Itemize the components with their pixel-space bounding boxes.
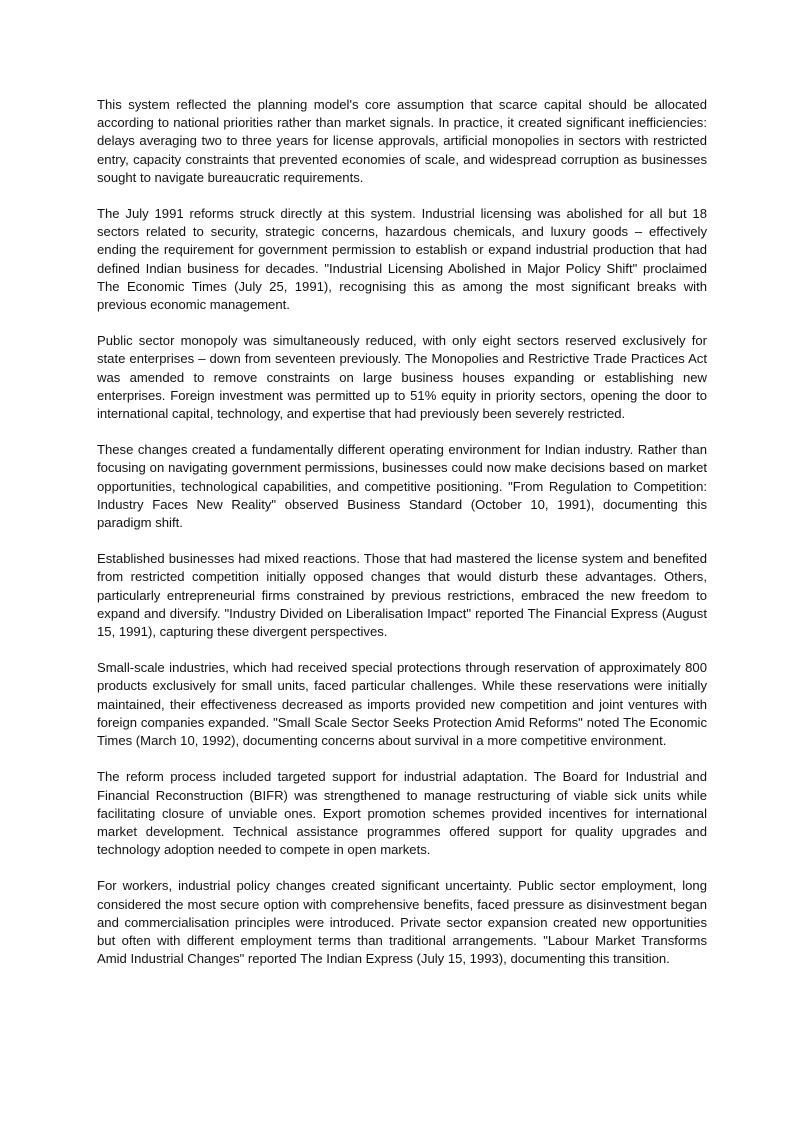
paragraph-3: Public sector monopoly was simultaneously reduced, with only eight sectors reserved exclusively for state enterprises – down from seventeen previously. The Monopolies and Restrictive Trade Practices Act was amended to remove constraints on large business houses expanding or establishing new enterprises. Foreign investment was permitted up to 51% equity in priority sectors, opening the door to international capital, technology, and expertise that had previously been severely restricted. bbox=[97, 333, 707, 422]
paragraph-2: The July 1991 reforms struck directly at this system. Industrial licensing was abolished for all but 18 sectors related to security, strategic concerns, hazardous chemicals, and luxury goods – effectively ending the requirement for government permission to establish or expand industrial production that had defined Indian business for decades. "Industrial Licensing Abolished in Major Policy Shift" proclaimed The Economic Times (July 25, 1991), recognising this as among the most significant breaks with previous economic management. bbox=[97, 206, 707, 313]
paragraph-5: Established businesses had mixed reactions. Those that had mastered the license system and benefited from restricted competition initially opposed changes that would disturb these advantages. Others, particularly entrepreneurial firms constrained by previous restrictions, embraced the new freedom to expand and diversify. "Industry Divided on Liberalisation Impact" reported The Financial Express (August 15, 1991), capturing these divergent perspectives. bbox=[97, 551, 707, 640]
paragraph-7: The reform process included targeted support for industrial adaptation. The Board for Industrial and Financial Reconstruction (BIFR) was strengthened to manage restructuring of viable sick units while facilitating closure of unviable ones. Export promotion schemes provided incentives for international market development. Technical assistance programmes offered support for quality upgrades and technology adoption needed to compete in open markets. bbox=[97, 769, 707, 858]
document-page bbox=[97, 96, 707, 986]
paragraph-4: These changes created a fundamentally different operating environment for Indian industry. Rather than focusing on navigating government permissions, businesses could now make decisions based on market opportunities, technological capabilities, and competitive positioning. "From Regulation to Competition: Industry Faces New Reality" observed Business Standard (October 10, 1991), documenting this paradigm shift. bbox=[97, 442, 707, 531]
paragraph-8: For workers, industrial policy changes created significant uncertainty. Public sector employment, long considered the most secure option with comprehensive benefits, faced pressure as disinvestment began and commercialisation principles were introduced. Private sector expansion created new opportunities but often with different employment terms than traditional arrangements. "Labour Market Transforms Amid Industrial Changes" reported The Indian Express (July 15, 1993), documenting this transition. bbox=[97, 878, 707, 967]
paragraph-1: This system reflected the planning model's core assumption that scarce capital should be allocated according to national priorities rather than market signals. In practice, it created significant inefficiencies: delays averaging two to three years for license approvals, artificial monopolies in sectors with restricted entry, capacity constraints that prevented economies of scale, and widespread corruption as businesses sought to navigate bureaucratic requirements. bbox=[97, 97, 707, 185]
paragraph-6: Small-scale industries, which had received special protections through reservation of approximately 800 products exclusively for small units, faced particular challenges. While these reservations were initially maintained, their effectiveness decreased as imports provided new competition and joint ventures with foreign companies expanded. "Small Scale Sector Seeks Protection Amid Reforms" noted The Economic Times (March 10, 1992), documenting concerns about survival in a more competitive environment. bbox=[97, 660, 707, 749]
